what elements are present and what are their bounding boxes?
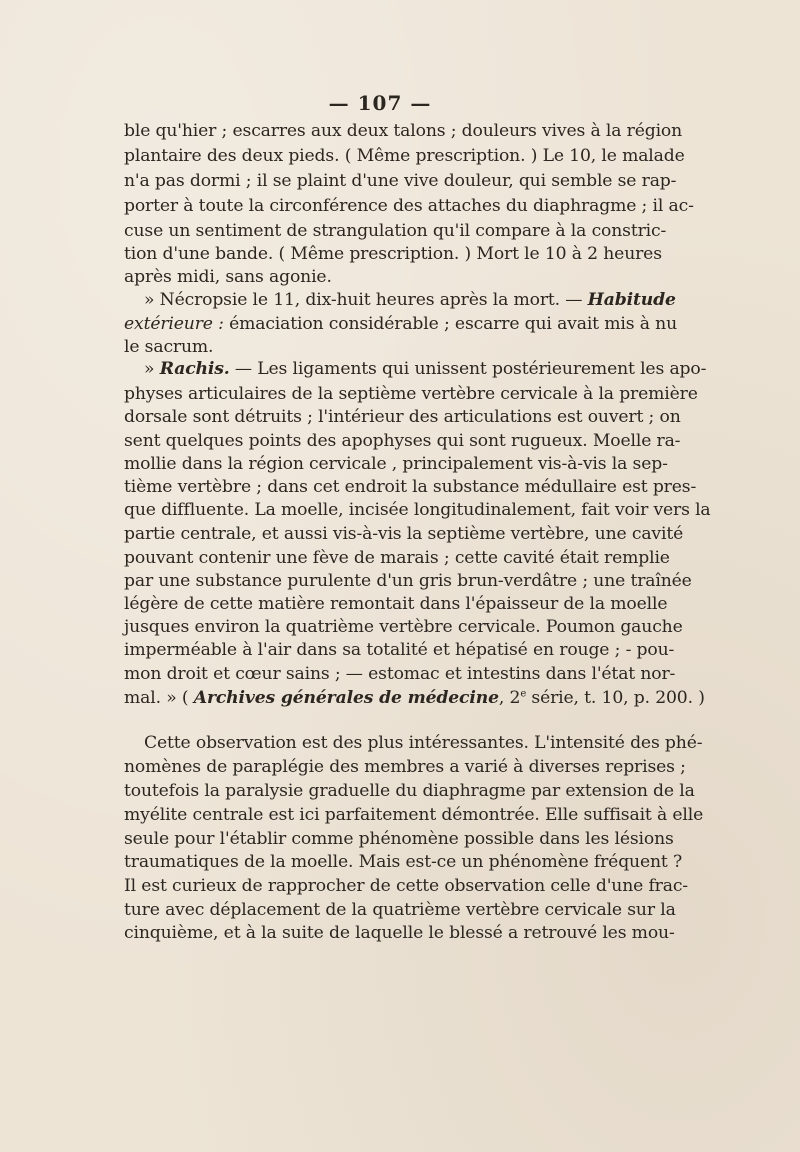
text-line: Cette observation est des plus intéressantes. L'intensité des phé- [144, 733, 703, 753]
superscript: e [520, 688, 527, 700]
text-run: série, t. 10, p. 200. ) [526, 688, 705, 708]
text-line: porter à toute la circonférence des attaches du diaphragme ; il ac- [124, 196, 694, 216]
text-line: après midi, sans agonie. [124, 267, 332, 287]
text-line: plantaire des deux pieds. ( Même prescription. ) Le 10, le malade [124, 146, 685, 166]
text-line: traumatiques de la moelle. Mais est-ce un phénomène fréquent ? [124, 852, 683, 872]
text-run: mal. » ( [124, 688, 194, 708]
text-line: cinquième, et à la suite de laquelle le blessé a retrouvé les mou- [124, 923, 675, 943]
text-line [144, 356, 707, 382]
text-line: tième vertèbre ; dans cet endroit la substance médullaire est pres- [124, 477, 697, 497]
text-line: myélite centrale est ici parfaitement démontrée. Elle suffisait à elle [124, 805, 704, 825]
text-line: ble qu'hier ; escarres aux deux talons ; douleurs vives à la région [124, 121, 683, 141]
text-run: émaciation considérable ; escarre qui avait mis à nu [223, 314, 677, 334]
italic-heading: Rachis. [159, 359, 230, 379]
text-run: — Les ligaments qui unissent postérieurement les apo- [229, 359, 707, 379]
citation-title: Archives générales de médecine [193, 688, 499, 708]
text-line: nomènes de paraplégie des membres a varié à diverses reprises ; [124, 757, 686, 777]
text-line: mon droit et cœur sains ; — estomac et intestins dans l'état nor- [124, 664, 676, 684]
text-line: mollie dans la région cervicale , principalement vis-à-vis la sep- [124, 454, 668, 474]
text-line: le sacrum. [124, 337, 214, 357]
text-line: légère de cette matière remontait dans l'épaisseur de la moelle [124, 594, 668, 614]
text-line: toutefois la paralysie graduelle du diaphragme par extension de la [124, 781, 695, 801]
text-line: dorsale sont détruits ; l'intérieur des articulations est ouvert ; on [124, 407, 681, 427]
text-line: n'a pas dormi ; il se plaint d'une vive douleur, qui semble se rap- [124, 171, 677, 191]
text-line: seule pour l'établir comme phénomène possible dans les lésions [124, 829, 674, 849]
text-run: , 2 [498, 688, 521, 708]
text-line: que diffluente. La moelle, incisée longitudinalement, fait voir vers la [124, 500, 711, 520]
text-line: Il est curieux de rapprocher de cette observation celle d'une frac- [124, 876, 688, 896]
italic-heading: extérieure : [124, 314, 224, 334]
text-line: partie centrale, et aussi vis-à-vis la septième vertèbre, une cavité [124, 524, 684, 544]
text-line: jusques environ la quatrième vertèbre cervicale. Poumon gauche [124, 617, 683, 637]
italic-heading: Habitude [587, 290, 676, 310]
text-line: tion d'une bande. ( Même prescription. ) Mort le 10 à 2 heures [124, 244, 662, 264]
text-run: » [144, 359, 160, 379]
text-line: pouvant contenir une fève de marais ; cette cavité était remplie [124, 548, 670, 568]
text-line: imperméable à l'air dans sa totalité et hépatisé en rouge ; - pou- [124, 640, 675, 660]
text-line: physes articulaires de la septième vertèbre cervicale à la première [124, 384, 698, 404]
text-line: ture avec déplacement de la quatrième vertèbre cervicale sur la [124, 900, 676, 920]
text-line: sent quelques points des apophyses qui sont rugueux. Moelle ra- [124, 431, 681, 451]
text-line: par une substance purulente d'un gris brun-verdâtre ; une traînée [124, 571, 692, 591]
text-line [144, 287, 676, 313]
text-line: cuse un sentiment de strangulation qu'il compare à la constric- [124, 221, 667, 241]
text-run: » Nécropsie le 11, dix-huit heures après la mort. — [144, 290, 588, 310]
text-line [124, 685, 705, 711]
page-number: — 107 — [328, 91, 432, 115]
